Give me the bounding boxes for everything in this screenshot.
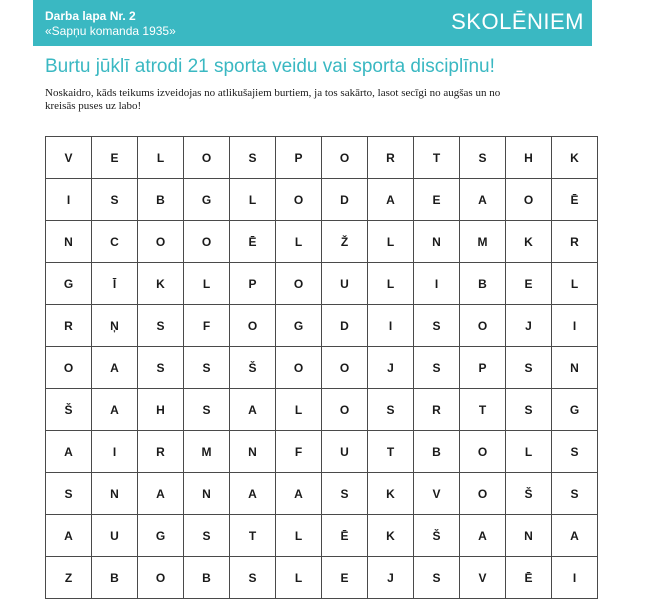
grid-cell: G (138, 515, 184, 557)
header-bar (33, 0, 592, 46)
grid-cell: N (506, 515, 552, 557)
grid-cell: I (414, 263, 460, 305)
grid-cell: F (276, 431, 322, 473)
grid-row (46, 389, 598, 431)
grid-cell: S (368, 389, 414, 431)
grid-cell: T (368, 431, 414, 473)
grid-cell: S (414, 305, 460, 347)
grid-cell: L (368, 263, 414, 305)
grid-row (46, 473, 598, 515)
grid-cell: E (414, 179, 460, 221)
grid-cell: A (46, 515, 92, 557)
grid-cell: B (92, 557, 138, 599)
grid-cell: T (230, 515, 276, 557)
grid-cell: A (460, 179, 506, 221)
grid-cell: D (322, 179, 368, 221)
grid-cell: B (460, 263, 506, 305)
grid-cell: L (138, 137, 184, 179)
grid-cell: O (322, 389, 368, 431)
grid-cell: Ē (322, 515, 368, 557)
grid-cell: S (184, 347, 230, 389)
grid-cell: Z (46, 557, 92, 599)
grid-cell: S (230, 557, 276, 599)
grid-cell: Ņ (92, 305, 138, 347)
grid-cell: G (184, 179, 230, 221)
page-title: Burtu jūklī atrodi 21 sporta veidu vai sporta disciplīnu! (45, 56, 495, 77)
sheet-label: Darba lapa Nr. 2 (45, 9, 136, 23)
grid-cell: O (184, 137, 230, 179)
grid-cell: S (414, 557, 460, 599)
grid-cell: I (92, 431, 138, 473)
grid-cell: A (92, 389, 138, 431)
grid-cell: S (460, 137, 506, 179)
grid-cell: Ī (92, 263, 138, 305)
grid-cell: I (552, 557, 598, 599)
grid-cell: O (276, 179, 322, 221)
grid-cell: P (460, 347, 506, 389)
grid-cell: O (138, 557, 184, 599)
instructions-text: Noskaidro, kāds teikums izveidojas no atlikušajiem burtiem, ja tos sakārto, lasot secīgi no augšas un no kreisās puses uz labo! (45, 87, 501, 112)
grid-cell: N (230, 431, 276, 473)
grid-cell: J (368, 557, 414, 599)
grid-cell: N (552, 347, 598, 389)
grid-cell: S (46, 473, 92, 515)
grid-cell: Š (230, 347, 276, 389)
grid-cell: U (322, 263, 368, 305)
grid-cell: I (368, 305, 414, 347)
grid-row (46, 557, 598, 599)
grid-cell: S (230, 137, 276, 179)
grid-cell: R (46, 305, 92, 347)
grid-cell: O (322, 347, 368, 389)
grid-cell: O (322, 137, 368, 179)
grid-cell: L (276, 557, 322, 599)
grid-cell: G (552, 389, 598, 431)
grid-cell: L (368, 221, 414, 263)
grid-cell: Ž (322, 221, 368, 263)
grid-cell: V (46, 137, 92, 179)
grid-cell: R (368, 137, 414, 179)
grid-row (46, 431, 598, 473)
grid-cell: Š (46, 389, 92, 431)
grid-cell: S (138, 347, 184, 389)
grid-cell: O (506, 179, 552, 221)
grid-cell: K (552, 137, 598, 179)
grid-cell: O (230, 305, 276, 347)
grid-cell: P (276, 137, 322, 179)
grid-cell: O (46, 347, 92, 389)
grid-cell: A (368, 179, 414, 221)
grid-cell: I (552, 305, 598, 347)
grid-cell: L (552, 263, 598, 305)
grid-cell: I (46, 179, 92, 221)
grid-cell: A (230, 473, 276, 515)
grid-cell: K (368, 515, 414, 557)
grid-cell: Ē (506, 557, 552, 599)
grid-cell: O (184, 221, 230, 263)
word-search-grid (45, 136, 598, 599)
grid-cell: O (276, 347, 322, 389)
grid-cell: U (92, 515, 138, 557)
grid-row (46, 179, 598, 221)
grid-cell: K (368, 473, 414, 515)
grid-cell: B (184, 557, 230, 599)
grid-cell: T (414, 137, 460, 179)
header-left (45, 9, 176, 39)
grid-cell: A (46, 431, 92, 473)
grid-cell: J (368, 347, 414, 389)
grid-cell: Š (414, 515, 460, 557)
grid-cell: S (552, 473, 598, 515)
grid-cell: S (414, 347, 460, 389)
grid-row (46, 263, 598, 305)
grid-cell: N (46, 221, 92, 263)
grid-cell: V (414, 473, 460, 515)
grid-cell: A (230, 389, 276, 431)
grid-cell: S (92, 179, 138, 221)
grid-cell: R (552, 221, 598, 263)
grid-cell: A (276, 473, 322, 515)
grid-cell: S (184, 515, 230, 557)
grid-cell: R (138, 431, 184, 473)
grid-cell: N (414, 221, 460, 263)
grid-cell: O (138, 221, 184, 263)
sheet-subtitle: «Sapņu komanda 1935» (45, 24, 176, 38)
grid-cell: O (460, 473, 506, 515)
grid-cell: E (92, 137, 138, 179)
grid-cell: K (506, 221, 552, 263)
grid-cell: B (138, 179, 184, 221)
grid-cell: M (460, 221, 506, 263)
grid-cell: S (506, 347, 552, 389)
grid-cell: L (184, 263, 230, 305)
grid-cell: H (506, 137, 552, 179)
grid-cell: A (138, 473, 184, 515)
grid-cell: D (322, 305, 368, 347)
grid-cell: O (460, 305, 506, 347)
grid-cell: O (276, 263, 322, 305)
grid-cell: L (230, 179, 276, 221)
grid-cell: Ē (552, 179, 598, 221)
grid-cell: A (552, 515, 598, 557)
grid-cell: K (138, 263, 184, 305)
grid-cell: N (184, 473, 230, 515)
grid-row (46, 305, 598, 347)
grid-cell: A (460, 515, 506, 557)
grid-cell: S (506, 389, 552, 431)
grid-cell: F (184, 305, 230, 347)
grid-cell: L (276, 515, 322, 557)
grid-cell: S (552, 431, 598, 473)
grid-row (46, 347, 598, 389)
grid-cell: C (92, 221, 138, 263)
grid-row (46, 221, 598, 263)
grid-cell: Ē (230, 221, 276, 263)
grid-cell: M (184, 431, 230, 473)
grid-cell: E (322, 557, 368, 599)
grid-cell: P (230, 263, 276, 305)
grid-row (46, 137, 598, 179)
grid-cell: O (460, 431, 506, 473)
grid-cell: U (322, 431, 368, 473)
grid-cell: E (506, 263, 552, 305)
grid-cell: L (276, 221, 322, 263)
grid-cell: S (322, 473, 368, 515)
grid-cell: Š (506, 473, 552, 515)
section-label: SKOLĒNIEM (451, 9, 584, 34)
grid-cell: B (414, 431, 460, 473)
grid-cell: H (138, 389, 184, 431)
grid-cell: G (276, 305, 322, 347)
grid-row (46, 515, 598, 557)
grid-cell: S (184, 389, 230, 431)
grid-cell: L (276, 389, 322, 431)
grid-cell: J (506, 305, 552, 347)
grid-cell: A (92, 347, 138, 389)
grid-cell: S (138, 305, 184, 347)
grid-cell: N (92, 473, 138, 515)
grid-cell: L (506, 431, 552, 473)
grid-cell: R (414, 389, 460, 431)
grid-cell: V (460, 557, 506, 599)
grid-cell: G (46, 263, 92, 305)
grid-cell: T (460, 389, 506, 431)
